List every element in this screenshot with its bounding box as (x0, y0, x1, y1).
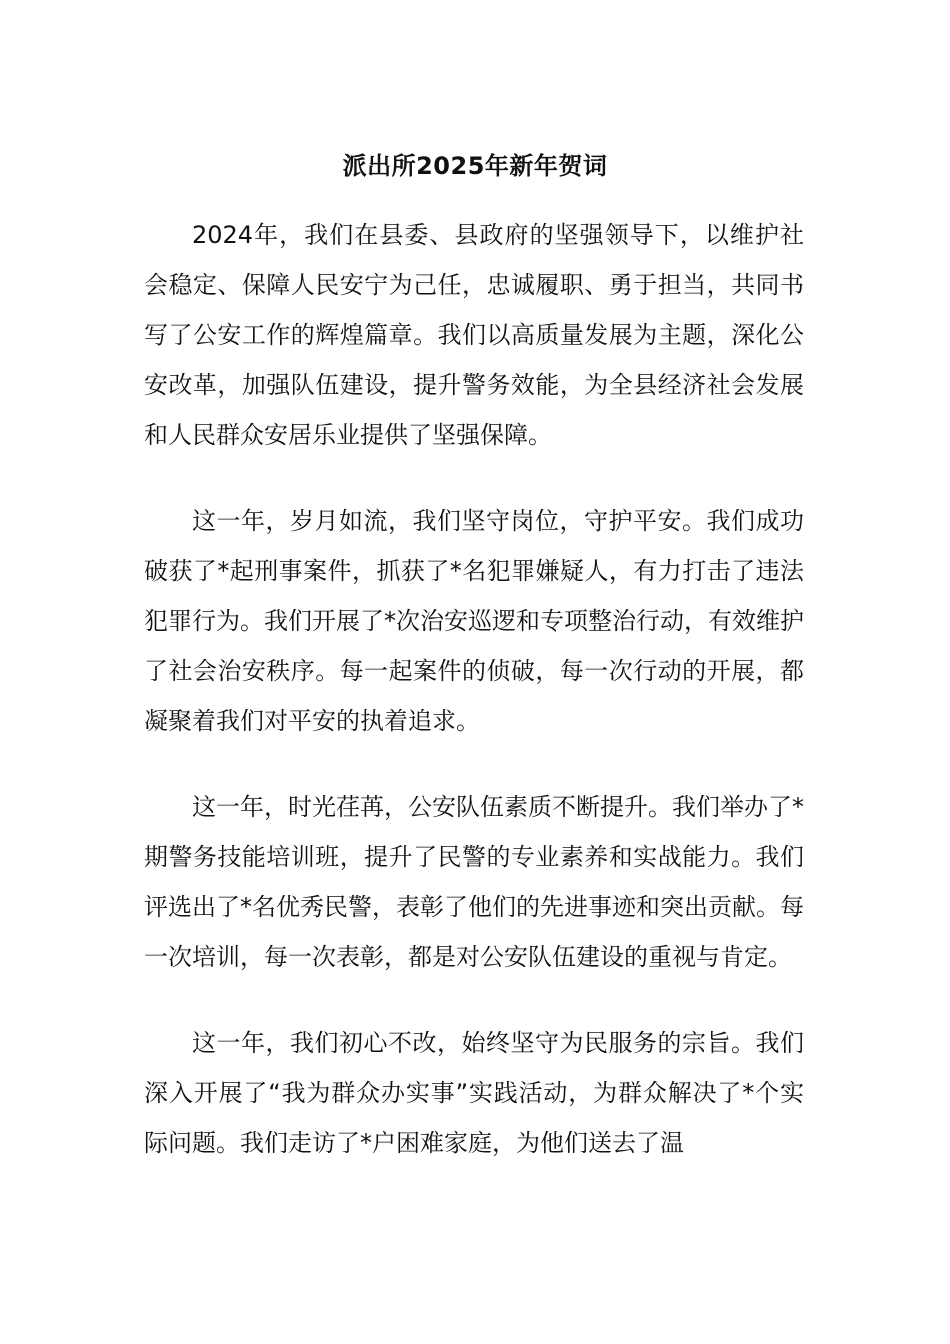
paragraph-2: 这一年，岁月如流，我们坚守岗位，守护平安。我们成功破获了*起刑事案件，抓获了*名犯罪嫌疑人，有力打击了违法犯罪行为。我们开展了*次治安巡逻和专项整治行动，有效维护了社会治安秩序。每一起案件的侦破，每一次行动的开展，都凝聚着我们对平安的执着追求。 (144, 507, 804, 735)
paragraph-1: 2024年，我们在县委、县政府的坚强领导下，以维护社会稳定、保障人民安宁为己任，忠诚履职、勇于担当，共同书写了公安工作的辉煌篇章。我们以高质量发展为主题，深化公安改革，加强队伍建设，提升警务效能，为全县经济社会发展和人民群众安居乐业提供了坚强保障。 (144, 221, 804, 449)
paragraph-3: 这一年，时光荏苒，公安队伍素质不断提升。我们举办了*期警务技能培训班，提升了民警的专业素养和实战能力。我们评选出了*名优秀民警，表彰了他们的先进事迹和突出贡献。每一次培训，每一次表彰，都是对公安队伍建设的重视与肯定。 (144, 793, 804, 971)
document-body (144, 210, 804, 1204)
paragraph-4: 这一年，我们初心不改，始终坚守为民服务的宗旨。我们深入开展了“我为群众办实事”实践活动，为群众解决了*个实际问题。我们走访了*户困难家庭，为他们送去了温 (144, 1029, 804, 1157)
document-title: 派出所2025年新年贺词 (342, 152, 608, 181)
